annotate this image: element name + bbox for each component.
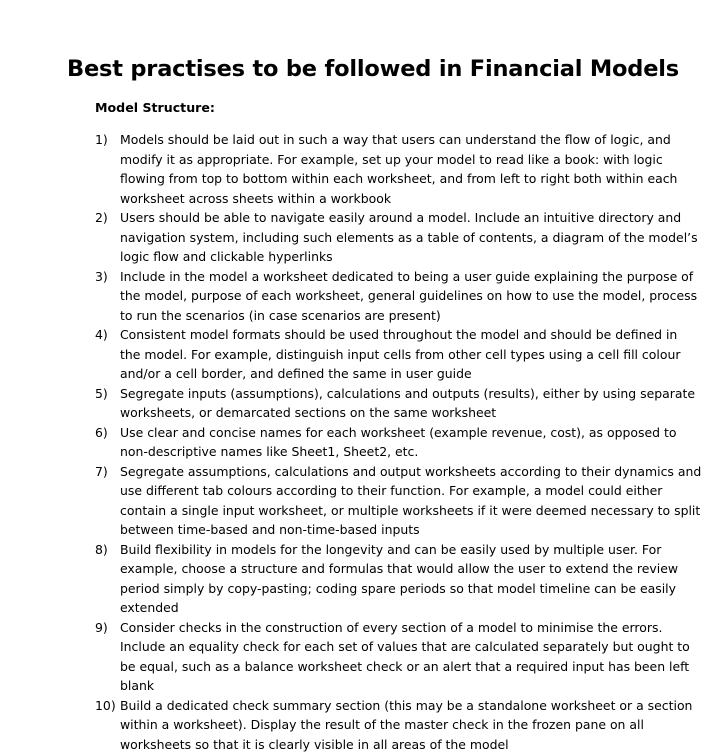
item-text-line: use different tab colours according to their function. For example, a model could either [120,483,663,498]
item-text-line: extended [120,600,179,615]
list-item-4 [0,325,720,384]
item-text-line: Consistent model formats should be used throughout the model and should be defined in [120,327,678,342]
list-item-8 [0,540,720,618]
item-text-line: and/or a cell border, and defined the same in user guide [120,366,472,381]
item-text-line: Segregate inputs (assumptions), calculations and outputs (results), either by using separate [120,385,696,401]
item-text-line: navigation system, including such elements as a table of contents, a diagram of the model’s [120,229,698,245]
item-text-line: worksheets, or demarcated sections on the same worksheet [120,405,497,420]
item-text-line: Build flexibility in models for the longevity and can be easily used by multiple user. For [120,541,662,557]
item-number: 9) [95,619,108,635]
item-text-line: within a worksheet). Display the result of the master check in the frozen pane on all [120,717,644,732]
item-number: 8) [95,541,108,557]
item-number: 6) [95,424,108,440]
item-text-line: between time-based and non-time-based inputs [120,522,420,537]
list-item-2 [0,208,720,267]
item-text-line: Build a dedicated check summary section (this may be a standalone worksheet or a section [120,697,693,713]
item-text-line: the model, purpose of each worksheet, general guidelines on how to use the model, process [120,288,698,303]
item-text-line: Models should be laid out in such a way that users can understand the flow of logic, and [120,132,671,147]
item-text-line: to run the scenarios (in case scenarios are present) [120,307,441,323]
list-item-10 [0,696,720,755]
item-text-line: Segregate assumptions, calculations and output worksheets according to their dynamics and [120,463,702,479]
list-item-9 [0,618,720,696]
list-item-1 [0,130,720,208]
item-text-line: worksheets so that it is clearly visible in all areas of the model [120,736,509,752]
best-practices-list [0,130,720,754]
item-text-line: period simply by copy-pasting; coding spare periods so that model timeline can be easily [120,580,677,596]
item-number: 5) [95,385,108,401]
item-text-line: blank [120,678,155,693]
item-text-line: worksheet across sheets within a workbook [120,190,392,206]
item-text-line: Users should be able to navigate easily around a model. Include an intuitive directory and [120,210,682,225]
item-number: 2) [95,210,108,225]
item-text-line: flowing from top to bottom within each worksheet, and from left to right both within each [120,171,678,186]
item-text-line: logic flow and clickable hyperlinks [120,249,333,264]
item-number: 4) [95,327,108,342]
item-number: 3) [95,268,108,284]
item-number: 1) [95,132,108,147]
item-text-line: modify it as appropriate. For example, set up your model to read like a book: with logic [120,151,663,167]
item-text-line: Include an equality check for each set of values that are calculated separately but ought to [120,639,690,654]
item-number: 10) [95,697,116,713]
item-text-line: the model. For example, distinguish input cells from other cell types using a cell fill colour [120,346,681,362]
section-heading: Model Structure: [95,100,215,115]
list-item-6 [0,423,720,462]
document-title: Best practises to be followed in Financial Models [67,56,679,82]
item-text-line: Consider checks in the construction of every section of a model to minimise the errors. [120,619,663,635]
list-item-7 [0,462,720,540]
list-item-3 [0,267,720,326]
item-text-line: contain a single input worksheet, or multiple worksheets if it were deemed necessary to split [120,502,701,518]
item-text-line: Include in the model a worksheet dedicated to being a user guide explaining the purpose of [120,268,694,284]
item-text-line: Use clear and concise names for each worksheet (example revenue, cost), as opposed to [120,424,677,440]
item-text-line: example, choose a structure and formulas that would allow the user to extend the review [120,561,679,576]
item-text-line: non-descriptive names like Sheet1, Sheet2, etc. [120,444,419,459]
item-number: 7) [95,463,108,479]
item-text-line: be equal, such as a balance worksheet check or an alert that a required input has been left [120,658,690,674]
list-item-5 [0,384,720,423]
